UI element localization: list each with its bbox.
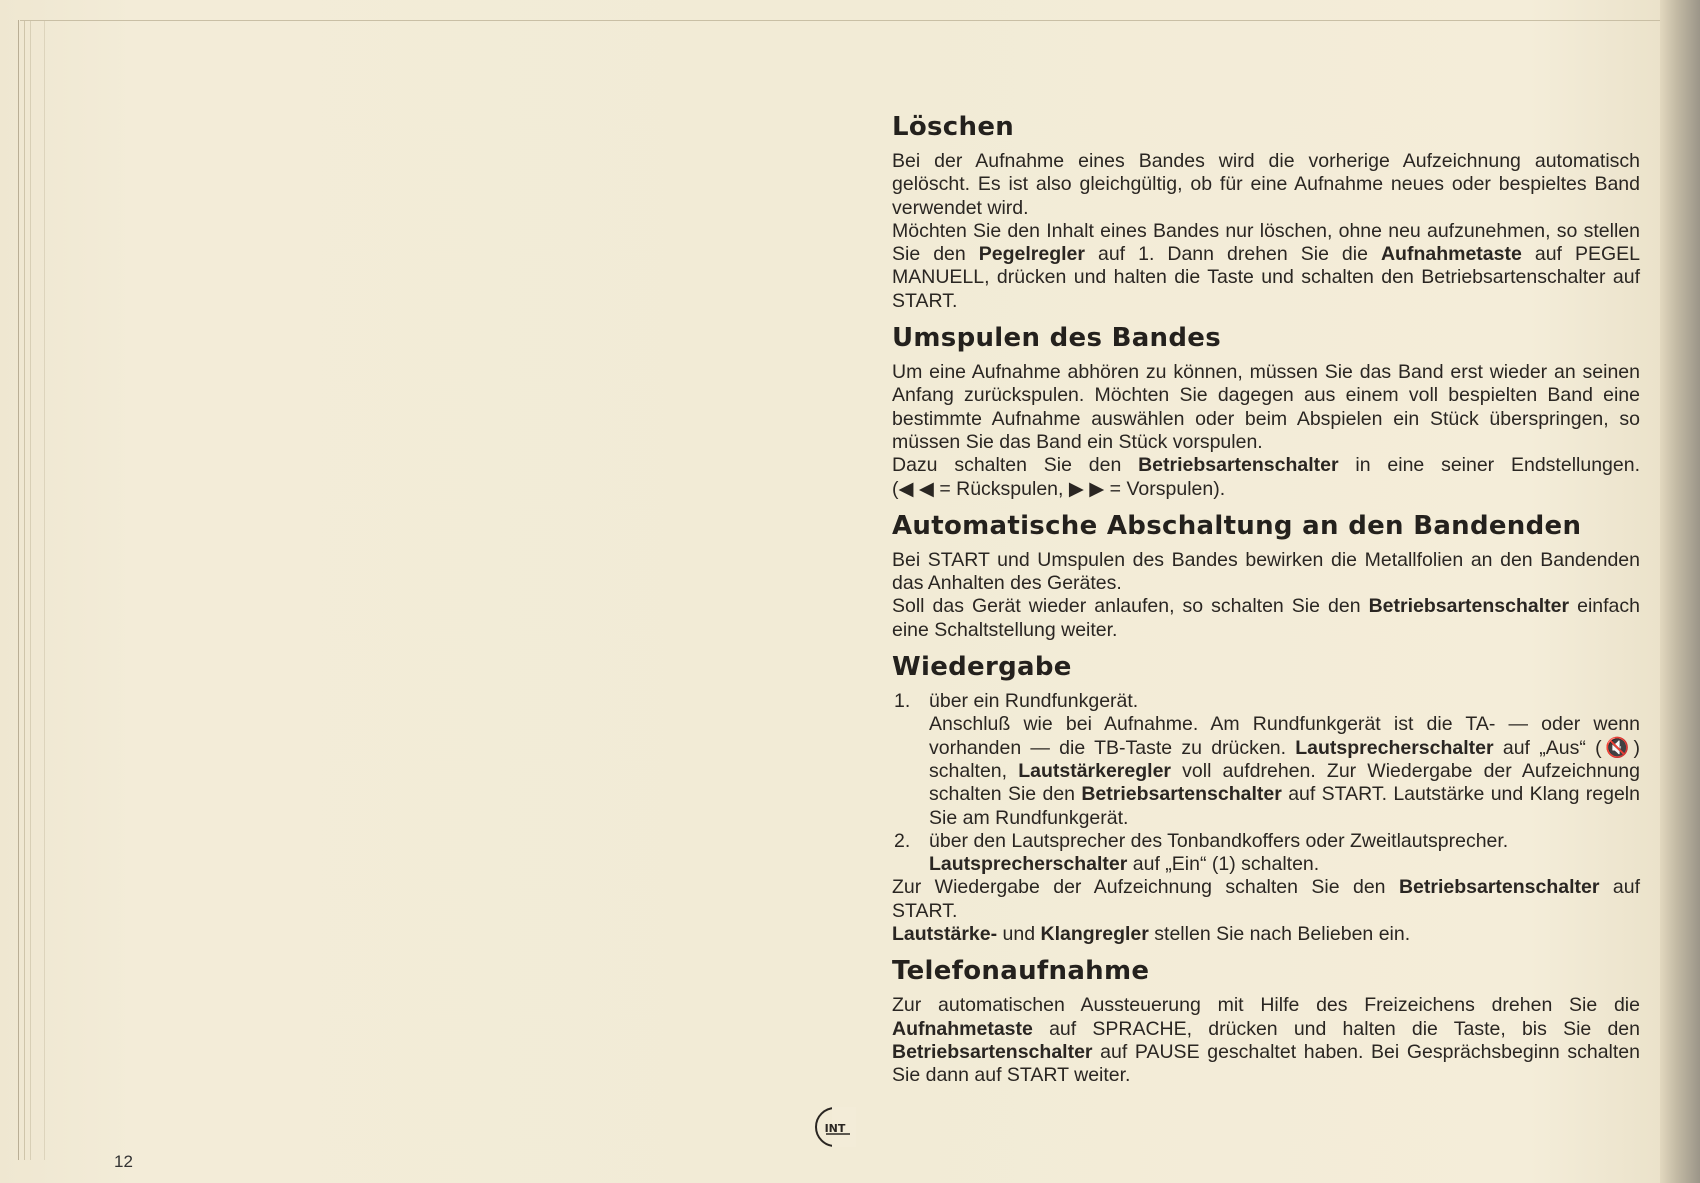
paragraph	[929, 853, 1640, 876]
list-number: 2.	[894, 829, 911, 852]
paragraph	[892, 923, 1640, 946]
text: auf PEGEL MANUELL, drücken und halten die Taste und schalten den Betriebsartenschalter auf START.	[892, 243, 1641, 312]
text: Zur automatischen Aussteuerung mit Hilfe des Freizeichens drehen Sie die	[892, 994, 1640, 1017]
page-edge	[18, 20, 19, 1160]
list-item	[892, 830, 1640, 877]
bold-term: Betriebsartenschalter	[892, 1040, 1093, 1063]
bold-term: Lautsprecherschalter	[1295, 736, 1494, 759]
int-logo-icon	[814, 1106, 856, 1148]
left-page-blank	[0, 0, 820, 1183]
page-right-edge	[1660, 0, 1700, 1183]
paragraph	[892, 595, 1640, 642]
bold-term: Betriebsartenschalter	[1398, 876, 1600, 899]
svg-text:INT: INT	[824, 1122, 846, 1135]
text: in eine seiner Endstellungen.	[1338, 454, 1640, 477]
bold-term: Pegelregler	[978, 243, 1085, 266]
text: auf START.	[892, 876, 1640, 922]
paragraph: Um eine Aufnahme abhören zu können, müssen Sie das Band erst wieder an seinen Anfang zurückspulen. Möchten Sie dagegen aus einem voll bespielten Band eine bestimmte Aufnahme auswählen oder beim Abspielen ein Stück überspringen, so müssen Sie das Band ein Stück vorspulen.	[892, 361, 1640, 453]
text: voll aufdrehen. Zur Wiedergabe der Aufzeichnung schalten Sie den	[929, 759, 1640, 806]
text: auf PAUSE geschaltet haben. Bei Gesprächsbeginn schalten Sie dann auf START weiter.	[892, 1040, 1640, 1087]
section-title: Wiedergabe	[892, 652, 1072, 683]
text: Zur Wiedergabe der Aufzeichnung schalten Sie den	[892, 876, 1399, 899]
section-wiedergabe	[892, 650, 1640, 946]
paragraph: (◀ ◀ = Rückspulen, ▶ ▶ = Vorspulen).	[892, 477, 1226, 500]
text: Anschluß wie bei Aufnahme. Am Rundfunkgerät ist die TA- — oder wenn vorhanden — die TB-Taste zu drücken.	[929, 713, 1640, 759]
bold-term: Lautstärke-	[892, 923, 998, 946]
bold-term: Betriebsartenschalter	[1138, 454, 1339, 477]
text: einfach eine Schaltstellung weiter.	[892, 595, 1640, 641]
section-title: Telefonaufnahme	[892, 956, 1150, 987]
list-number: 1.	[894, 690, 911, 713]
text: auf „Ein“ (1) schalten.	[1127, 853, 1320, 876]
bold-term: Lautstärkeregler	[1018, 759, 1172, 782]
list-item	[892, 690, 1640, 830]
page-number: 12	[114, 1152, 133, 1171]
section-umspulen	[892, 321, 1640, 501]
bold-term: Betriebsartenschalter	[1368, 595, 1570, 618]
bold-term: Lautsprecherschalter	[929, 853, 1128, 876]
paragraph	[892, 876, 1640, 923]
right-page-content	[892, 110, 1640, 1096]
bold-term: Betriebsartenschalter	[1081, 783, 1282, 806]
section-loeschen	[892, 110, 1640, 313]
bold-term: Aufnahmetaste	[892, 1017, 1033, 1040]
paragraph: über den Lautsprecher des Tonbandkoffers oder Zweitlautsprecher.	[929, 829, 1509, 852]
paragraph	[929, 713, 1640, 829]
bold-term: Klangregler	[1040, 923, 1149, 946]
paragraph	[892, 994, 1640, 1087]
section-title: Automatische Abschaltung an den Bandenden	[892, 510, 1582, 541]
numbered-list	[892, 690, 1640, 876]
page-top-edge	[20, 20, 1660, 21]
text: Dazu schalten Sie den	[892, 454, 1139, 477]
section-title: Löschen	[892, 112, 1015, 142]
section-title: Umspulen des Bandes	[892, 323, 1221, 354]
section-abschaltung	[892, 509, 1640, 642]
text: auf 1. Dann drehen Sie die	[1084, 243, 1381, 266]
page-edge	[30, 20, 31, 1160]
text: und	[997, 923, 1041, 946]
text: stellen Sie nach Belieben ein.	[1148, 923, 1411, 946]
paragraph	[892, 454, 1640, 477]
paragraph	[892, 220, 1640, 313]
text: auf START. Lautstärke und Klang regeln Sie am Rundfunkgerät.	[929, 783, 1640, 829]
page-edge	[24, 20, 25, 1160]
paragraph: Bei der Aufnahme eines Bandes wird die vorherige Aufzeichnung automatisch gelöscht. Es ist also gleichgültig, ob für eine Aufnahme neues oder bespieltes Band verwendet wird.	[892, 150, 1640, 219]
paragraph: über ein Rundfunkgerät.	[929, 690, 1139, 713]
page-edge	[44, 20, 45, 1160]
section-telefonaufnahme	[892, 954, 1640, 1087]
text: auf „Aus“ (🔇) schalten,	[929, 736, 1641, 782]
text: Soll das Gerät wieder anlaufen, so schalten Sie den	[892, 595, 1369, 618]
text: auf SPRACHE, drücken und halten die Taste, bis Sie den	[1032, 1017, 1640, 1040]
paragraph: Bei START und Umspulen des Bandes bewirken die Metallfolien an den Bandenden das Anhalten des Gerätes.	[892, 548, 1640, 595]
bold-term: Aufnahmetaste	[1380, 243, 1522, 266]
text: Möchten Sie den Inhalt eines Bandes nur löschen, ohne neu aufzunehmen, so stellen Sie den	[892, 219, 1640, 266]
